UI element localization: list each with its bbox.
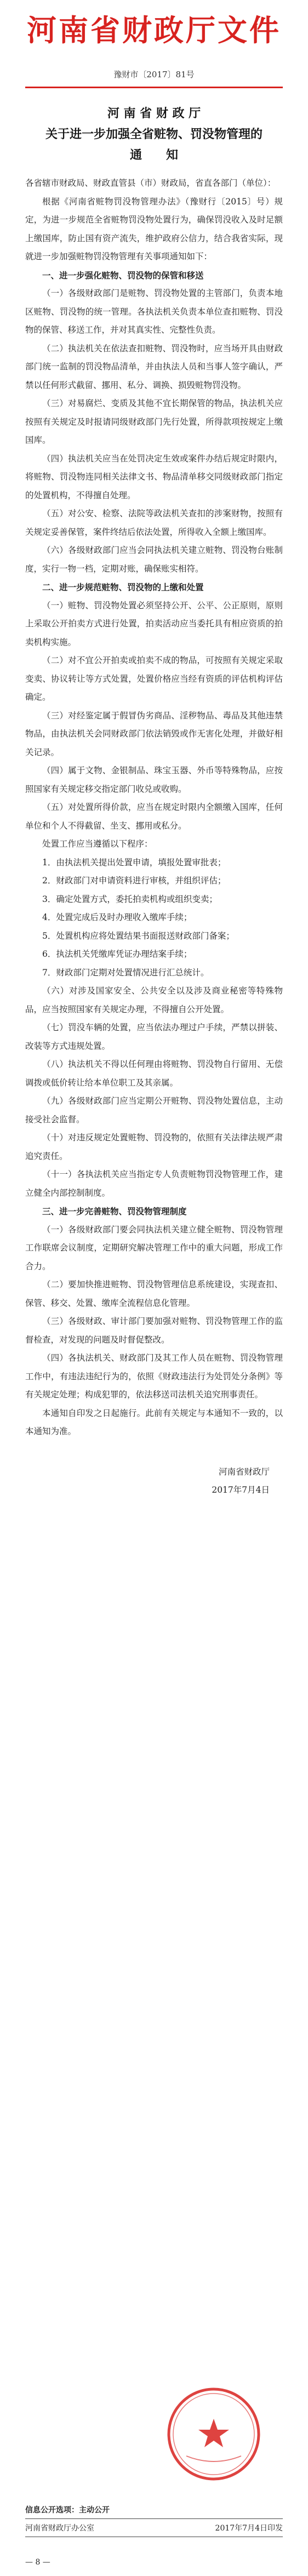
paragraph: （三）对易腐烂、变质及其他不宜长期保管的物品，执法机关应按照有关规定及时报请同级财政部门先行处置，所得款项按规定上缴国库。 — [25, 398, 283, 445]
paragraph: （一）赃物、罚没物处置必须坚持公开、公平、公正原则，原则上采取公开拍卖方式进行处置，拍卖活动应当委托具有相应资质的拍卖机构实施。 — [25, 600, 283, 647]
notice-title-line2: 通 知 — [129, 148, 178, 162]
paragraph: （十一）各执法机关应当指定专人负责赃物罚没物管理工作，建立健全内部控制制度。 — [25, 1169, 283, 1198]
paragraph: （一）各级财政部门要会同执法机关建立健全赃物、罚没物管理工作联席会议制度，定期研究解决管理工作中的重大问题，形成工作合力。 — [25, 1224, 283, 1271]
paragraph: 本通知自印发之日起施行。此前有关规定与本通知不一致的，以本通知为准。 — [25, 1408, 283, 1436]
page-number: — 8 — — [25, 2558, 50, 2567]
issuer: 河南省财政厅办公室 — [25, 2524, 94, 2533]
paragraph: （二）执法机关在依法查扣赃物、罚没物时，应当场开具由财政部门统一监制的罚没物品清单，并由执法人员和当事人签字确认，严禁以任何形式截留、挪用、私分、调换、损毁赃物罚没物。 — [25, 343, 283, 390]
paragraph: （六）各级财政部门应当会同执法机关建立赃物、罚没物台账制度，实行一物一档，定期对账，确保账实相符。 — [25, 545, 283, 574]
issue-date: 2017年7月4日印发 — [215, 2524, 283, 2533]
list-item: 4．处置完成后及时办理收入缴库手续； — [42, 912, 192, 922]
paragraph: 处置工作应当遵循以下程序： — [42, 839, 153, 849]
signature-org: 河南省财政厅 — [218, 1466, 270, 1477]
paragraph: （七）罚没车辆的处置，应当依法办理过户手续，严禁以拼装、改装等方式违规处置。 — [25, 1023, 283, 1051]
issue-line — [25, 2519, 283, 2537]
paragraph: （四）执法机关应当在处罚决定生效或案件办结后规定时限内，将赃物、罚没物连同相关法律文书、物品清单移交同级财政部门指定的处置机构，不得擅自处理。 — [25, 453, 283, 500]
list-item: 5．处置机构应将处置结果书面报送财政部门备案； — [42, 930, 235, 941]
paragraph: （八）执法机关不得以任何理由将赃物、罚没物自行留用、无偿调拨或低价转让给本单位职工及其亲属。 — [25, 1059, 283, 1088]
paragraph: （九）各级财政部门应当定期公开赃物、罚没物处置信息，主动接受社会监督。 — [25, 1096, 283, 1124]
paragraph: （五）对处置所得价款，应当在规定时限内全额缴入国库，任何单位和个人不得截留、坐支、挪用或私分。 — [25, 802, 283, 831]
list-item: 3．确定处置方式，委托拍卖机构或组织变卖； — [42, 894, 218, 904]
paragraph: 根据《河南省赃物罚没物管理办法》（豫财行〔2015〕号）规定，为进一步规范全省赃物罚没物处置行为，确保罚没收入及时足额上缴国库，防止国有资产流失，维护政府公信力，结合我省实际，现就进一步加强赃物罚没物管理有关事项通知如下： — [25, 196, 283, 261]
paragraph: （二）对不宜公开拍卖或拍卖不成的物品，可按照有关规定采取变卖、协议转让等方式处置，处置价格应当经有资质的评估机构评估确定。 — [25, 655, 283, 702]
disclosure-option: 信息公开选项：主动公开 — [25, 2504, 283, 2519]
paragraph: （一）各级财政部门是赃物、罚没物处置的主管部门，负责本地区赃物、罚没物的统一管理。各执法机关负责本单位查扣赃物、罚没物的保管、移送工作，并对其真实性、完整性负责。 — [25, 288, 283, 335]
red-divider — [25, 87, 283, 88]
section-heading: 一、进一步强化赃物、罚没物的保管和移送 — [42, 270, 204, 281]
greeting: 各省辖市财政局、财政直管县（市）财政局，省直各部门（单位）： — [25, 178, 276, 188]
notice-org: 河 南 省 财 政 厅 — [107, 106, 201, 121]
section-heading: 二、进一步规范赃物、罚没物的上缴和处置 — [42, 582, 204, 592]
paragraph: （四）属于文物、金银制品、珠宝玉器、外币等特殊物品，应按照国家有关规定移交指定部门收兑或收购。 — [25, 766, 283, 794]
list-item: 6．执法机关凭缴库凭证办理结案手续； — [42, 949, 192, 959]
section-heading: 三、进一步完善赃物、罚没物管理制度 — [42, 1206, 187, 1216]
notice-title-line1: 关于进一步加强全省赃物、罚没物管理的 — [45, 127, 263, 141]
paragraph: （二）要加快推进赃物、罚没物管理信息系统建设，实现查扣、保管、移交、处置、缴库全流程信息化管理。 — [25, 1280, 283, 1308]
list-item: 2．财政部门对申请资料进行审核，并组织评估； — [42, 876, 226, 886]
document-header-title: 河南省财政厅文件 — [27, 13, 281, 48]
document-number: 豫财市〔2017〕81号 — [113, 70, 195, 79]
paragraph: （四）各执法机关、财政部门及其工作人员在赃物、罚没物管理工作中，有违法违纪行为的，依照《财政违法行为处罚处分条例》等有关规定处理；构成犯罪的，依法移送司法机关追究刑事责任。 — [25, 1353, 283, 1400]
list-item: 1．由执法机关提出处置申请，填报处置审批表； — [42, 857, 226, 867]
official-seal-icon — [164, 2385, 263, 2483]
paragraph: （六）对涉及国家安全、公共安全以及涉及商业秘密等特殊物品，应当按照国家有关规定办理，不得擅自公开处置。 — [25, 986, 283, 1014]
list-item: 7．财政部门定期对处置情况进行汇总统计。 — [42, 967, 209, 978]
paragraph: （五）对公安、检察、法院等政法机关查扣的涉案财物，按照有关规定妥善保管，案件终结后依法处置，所得收入全额上缴国库。 — [25, 509, 283, 537]
paragraph: （三）各级财政、审计部门要加强对赃物、罚没物管理工作的监督检查，对发现的问题及时督促整改。 — [25, 1316, 283, 1345]
document-footer — [25, 2504, 283, 2537]
notice-body — [25, 174, 283, 1500]
paragraph: （三）对经鉴定属于假冒伪劣商品、淫秽物品、毒品及其他违禁物品，由执法机关会同财政部门依法销毁或作无害化处理，并做好相关记录。 — [25, 710, 283, 757]
notice-title-block — [25, 103, 283, 165]
paragraph: （十）对违反规定处置赃物、罚没物的，依照有关法律法规严肃追究责任。 — [25, 1133, 283, 1161]
signature-date: 2017年7月4日 — [212, 1485, 270, 1495]
